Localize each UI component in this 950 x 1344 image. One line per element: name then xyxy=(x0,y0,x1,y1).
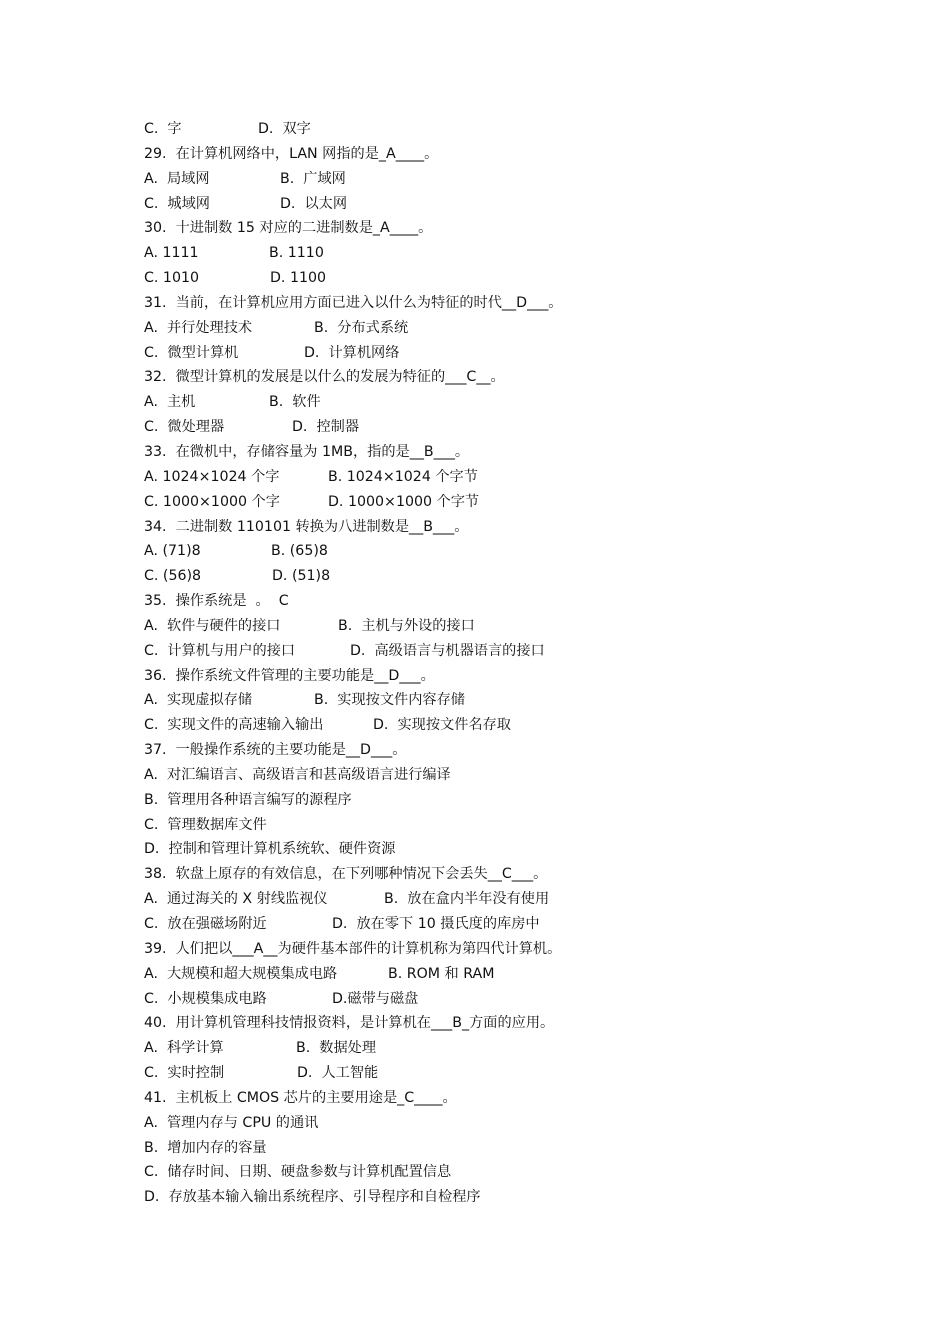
option-left: C. 实现文件的高速输入输出 xyxy=(144,717,324,734)
option-right: B. ROM 和 RAM xyxy=(388,965,495,982)
option-left: C. 小规模集成电路 xyxy=(144,990,267,1007)
option-left: C. 城域网 xyxy=(144,195,210,212)
option-left: A. (71)8 xyxy=(144,543,201,560)
option-left: C. 微型计算机 xyxy=(144,344,239,361)
option-left: C. 1010 xyxy=(144,270,200,287)
option-right: D. 实现按文件名存取 xyxy=(373,717,511,734)
option-row xyxy=(144,614,924,639)
option-right: B. 广域网 xyxy=(280,170,346,187)
question-text: 32. 微型计算机的发展是以什么的发展为特征的___C__。 xyxy=(144,369,505,386)
option-row xyxy=(144,688,924,713)
option-row xyxy=(144,341,924,366)
option-row xyxy=(144,117,924,142)
option-line: C. 储存时间、日期、硬盘参数与计算机配置信息 xyxy=(144,1164,452,1181)
option-left: C. 字 xyxy=(144,121,182,137)
option-right: D. (51)8 xyxy=(272,568,331,585)
option-left: A. 主机 xyxy=(144,394,196,411)
option-right: D. 双字 xyxy=(258,121,311,137)
option-right: B. 1110 xyxy=(269,245,324,262)
option-line: A. 对汇编语言、高级语言和甚高级语言进行编译 xyxy=(144,766,451,783)
option-line: D. 存放基本输入输出系统程序、引导程序和自检程序 xyxy=(144,1189,481,1206)
option-right: D. 计算机网络 xyxy=(304,344,400,361)
option-row xyxy=(144,490,924,515)
option-left: C. (56)8 xyxy=(144,568,202,585)
option-right: B. 1024×1024 个字节 xyxy=(328,468,478,485)
option-line: C. 管理数据库文件 xyxy=(144,816,267,833)
option-row xyxy=(144,912,924,937)
option-right: D.磁带与磁盘 xyxy=(332,990,419,1007)
option-row xyxy=(144,713,924,738)
question-text: 37. 一般操作系统的主要功能是__D___。 xyxy=(144,742,407,759)
option-row xyxy=(144,1061,924,1086)
option-line: B. 增加内存的容量 xyxy=(144,1139,267,1156)
option-right: B. (65)8 xyxy=(271,543,328,560)
option-row xyxy=(144,266,924,291)
option-left: A. 局域网 xyxy=(144,170,210,187)
option-left: C. 1000×1000 个字 xyxy=(144,493,280,510)
option-left: A. 软件与硬件的接口 xyxy=(144,617,281,634)
option-left: A. 1024×1024 个字 xyxy=(144,468,280,485)
question-text: 33. 在微机中，存储容量为 1MB，指的是__B___。 xyxy=(144,443,470,460)
option-row xyxy=(144,639,924,664)
question-text: 29. 在计算机网络中，LAN 网指的是_A____。 xyxy=(144,145,439,162)
option-left: A. 并行处理技术 xyxy=(144,319,253,336)
option-row xyxy=(144,167,924,192)
option-row xyxy=(144,539,924,564)
option-right: D. 1000×1000 个字节 xyxy=(328,493,480,510)
option-line: B. 管理用各种语言编写的源程序 xyxy=(144,791,352,808)
option-right: B. 软件 xyxy=(269,394,321,411)
option-row xyxy=(144,987,924,1012)
option-left: A. 科学计算 xyxy=(144,1040,224,1057)
option-right: D. 控制器 xyxy=(292,419,360,436)
option-line: A. 管理内存与 CPU 的通讯 xyxy=(144,1114,319,1131)
option-right: D. 人工智能 xyxy=(297,1065,379,1082)
option-row xyxy=(144,316,924,341)
option-right: B. 分布式系统 xyxy=(314,319,409,336)
option-right: D. 以太网 xyxy=(280,195,348,212)
option-row xyxy=(144,192,924,217)
question-text: 35. 操作系统是 。 C xyxy=(144,593,289,610)
option-row xyxy=(144,564,924,589)
option-right: B. 实现按文件内容存储 xyxy=(314,692,465,709)
document-body xyxy=(144,117,924,1210)
question-text: 39. 人们把以___A__为硬件基本部件的计算机称为第四代计算机。 xyxy=(144,940,562,957)
question-text: 38. 软盘上原存的有效信息，在下列哪种情况下会丢失__C___。 xyxy=(144,866,548,883)
option-row xyxy=(144,887,924,912)
option-left: A. 实现虚拟存储 xyxy=(144,692,253,709)
option-row xyxy=(144,962,924,987)
option-right: D. 放在零下 10 摄氏度的库房中 xyxy=(332,916,540,932)
option-left: A. 大规模和超大规模集成电路 xyxy=(144,965,338,982)
question-text: 30. 十进制数 15 对应的二进制数是_A____。 xyxy=(144,220,433,237)
option-right: B. 数据处理 xyxy=(296,1040,377,1057)
question-text: 41. 主机板上 CMOS 芯片的主要用途是_C____。 xyxy=(144,1089,457,1106)
option-row xyxy=(144,415,924,440)
option-left: C. 放在强磁场附近 xyxy=(144,916,267,932)
option-left: C. 实时控制 xyxy=(144,1065,225,1082)
question-text: 34. 二进制数 110101 转换为八进制数是__B___。 xyxy=(144,518,469,535)
question-text: 36. 操作系统文件管理的主要功能是__D___。 xyxy=(144,667,435,684)
option-right: B. 放在盒内半年没有使用 xyxy=(384,891,550,908)
question-text: 31. 当前，在计算机应用方面已进入以什么为特征的时代__D___。 xyxy=(144,294,563,311)
option-row xyxy=(144,241,924,266)
option-left: C. 微处理器 xyxy=(144,419,225,436)
option-right: D. 高级语言与机器语言的接口 xyxy=(350,642,545,659)
option-row xyxy=(144,390,924,415)
option-row xyxy=(144,1036,924,1061)
option-right: D. 1100 xyxy=(270,270,327,287)
option-left: A. 1111 xyxy=(144,245,199,262)
option-left: A. 通过海关的 X 射线监视仪 xyxy=(144,891,328,908)
option-line: D. 控制和管理计算机系统软、硬件资源 xyxy=(144,841,396,858)
option-right: B. 主机与外设的接口 xyxy=(338,617,475,634)
option-row xyxy=(144,465,924,490)
option-left: C. 计算机与用户的接口 xyxy=(144,642,296,659)
question-text: 40. 用计算机管理科技情报资料，是计算机在___B_方面的应用。 xyxy=(144,1015,555,1032)
